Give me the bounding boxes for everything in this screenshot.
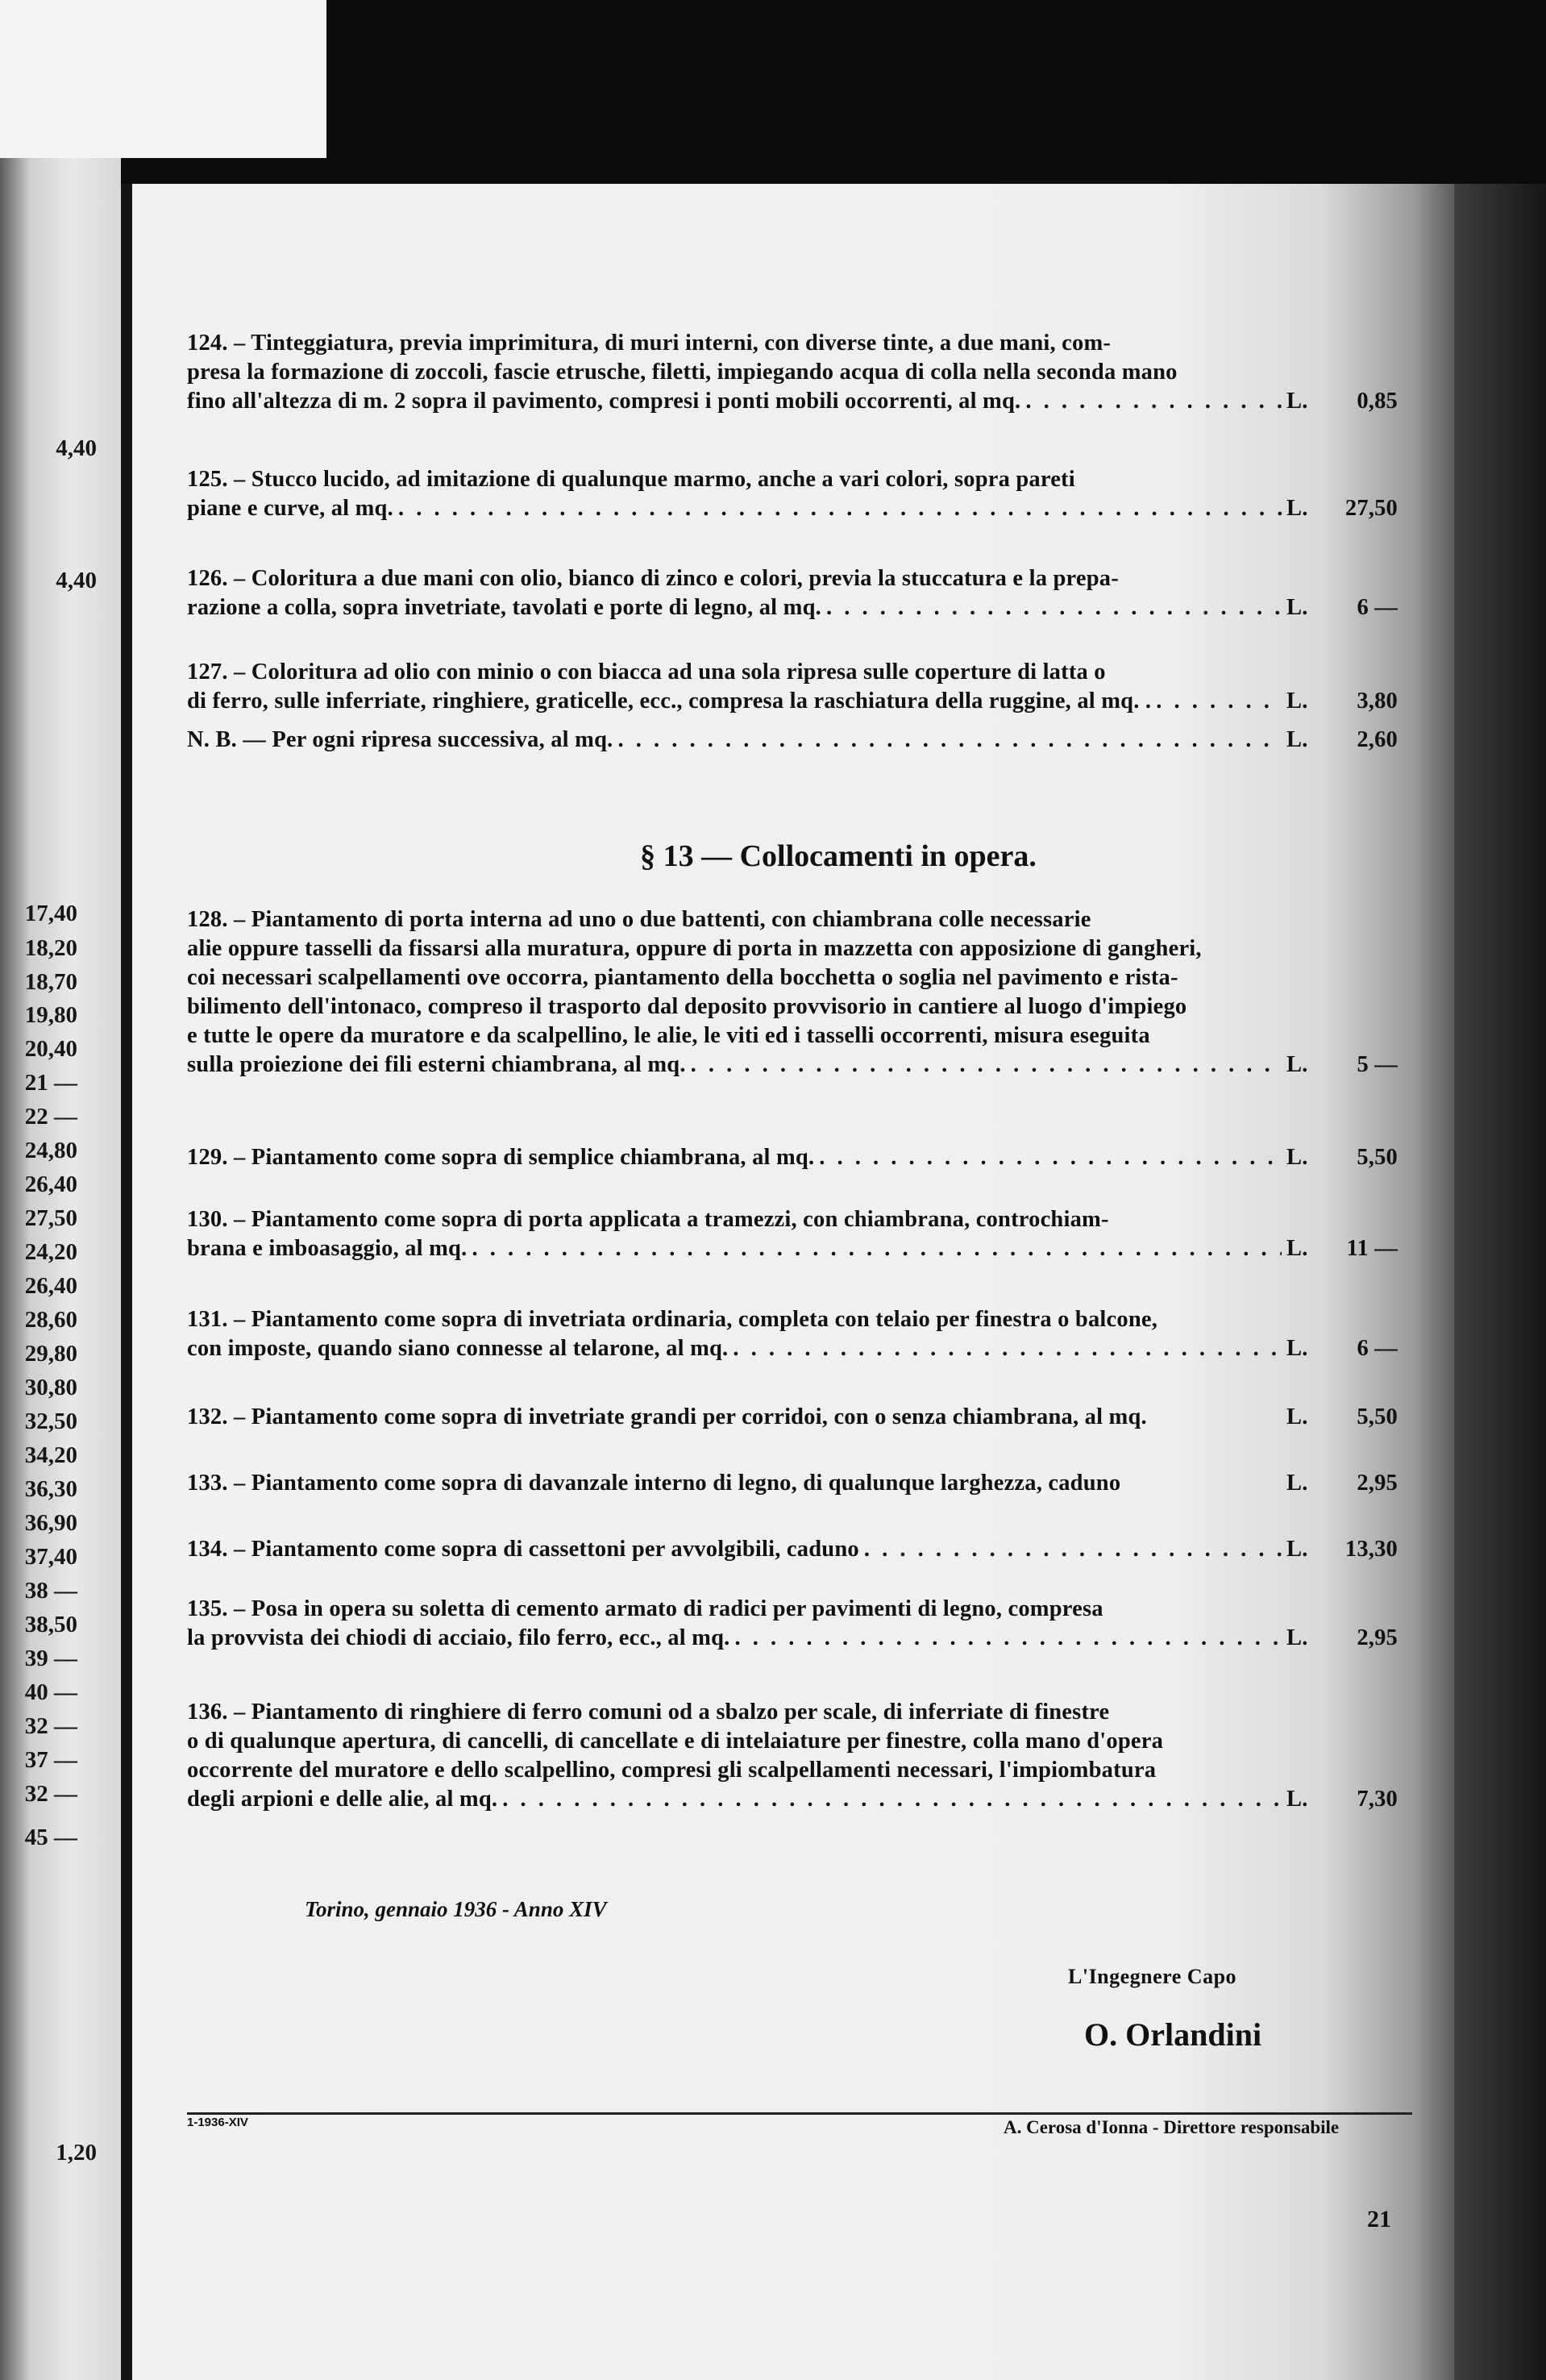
footer-publisher: A. Cerosa d'Ionna - Direttore responsabile bbox=[1004, 2117, 1340, 2137]
currency-label: L. bbox=[1286, 1145, 1308, 1170]
entry-last-line: 129. – Piantamento come sopra di semplice chiambrana, al mq. bbox=[187, 1145, 815, 1170]
left-column-value: 28,60 bbox=[24, 1307, 77, 1333]
price-value: 5 — bbox=[1357, 1052, 1398, 1077]
leader-dots bbox=[617, 726, 1282, 755]
price-value: 2,95 bbox=[1357, 1471, 1398, 1496]
price-value: 2,95 bbox=[1357, 1625, 1398, 1650]
signature-title: L'Ingegnere Capo bbox=[1068, 1965, 1237, 1988]
currency-label: L. bbox=[1286, 1336, 1308, 1361]
left-column-value: 32 — bbox=[24, 1713, 77, 1739]
left-column-value: 18,20 bbox=[24, 935, 77, 961]
left-column-value: 17,40 bbox=[24, 901, 77, 926]
entry-last-line: piane e curve, al mq. bbox=[187, 496, 393, 521]
scan-edge bbox=[1454, 184, 1546, 2380]
currency-label: L. bbox=[1286, 1787, 1308, 1812]
currency-label: L. bbox=[1286, 1471, 1308, 1496]
price-value: 2,60 bbox=[1357, 727, 1398, 752]
left-column-value: 29,80 bbox=[24, 1341, 77, 1367]
price-value: 6 — bbox=[1357, 595, 1398, 620]
left-column-value: 30,80 bbox=[24, 1375, 77, 1400]
page-spine bbox=[121, 184, 132, 2380]
entry-text-line: alie oppure tasselli da fissarsi alla muratura, oppure di porta in mazzetta con apposizione di gangheri, bbox=[187, 936, 1202, 961]
left-column-value: 24,20 bbox=[24, 1239, 77, 1265]
currency-label: L. bbox=[1286, 1236, 1308, 1261]
left-column-value: 1,20 bbox=[56, 2140, 97, 2166]
left-column-value: 37 — bbox=[24, 1747, 77, 1773]
price-entry bbox=[187, 329, 1398, 416]
currency-label: L. bbox=[1286, 1537, 1308, 1562]
price-entry bbox=[187, 726, 1398, 755]
entry-text-line: 128. – Piantamento di porta interna ad uno o due battenti, con chiambrana colle necessarie bbox=[187, 907, 1091, 932]
entry-text-line: 136. – Piantamento di ringhiere di ferro comuni od a sbalzo per scale, di inferriate di finestre bbox=[187, 1700, 1110, 1725]
left-column-value: 20,40 bbox=[24, 1036, 77, 1062]
entry-text-line: 125. – Stucco lucido, ad imitazione di qualunque marmo, anche a vari colori, sopra pareti bbox=[187, 467, 1075, 492]
paper-scrap bbox=[0, 0, 326, 158]
price-entry bbox=[187, 905, 1398, 1080]
left-column-value: 36,90 bbox=[24, 1510, 77, 1536]
entry-last-line: sulla proiezione dei fili esterni chiambrana, al mq. bbox=[187, 1052, 686, 1077]
entry-text-line: 130. – Piantamento come sopra di porta applicata a tramezzi, con chiambrana, controchiam- bbox=[187, 1207, 1109, 1232]
footer-code: 1-1936-XIV bbox=[187, 2116, 248, 2129]
leader-dots bbox=[819, 1143, 1282, 1172]
left-column-value: 38 — bbox=[24, 1578, 77, 1604]
price-entry bbox=[187, 465, 1398, 523]
price-value: 13,30 bbox=[1344, 1537, 1398, 1562]
price-value: 6 — bbox=[1357, 1336, 1398, 1361]
price-entry bbox=[187, 1305, 1398, 1363]
price-entry bbox=[187, 1205, 1398, 1263]
currency-label: L. bbox=[1286, 1404, 1308, 1429]
currency-label: L. bbox=[1286, 1625, 1308, 1650]
left-column-value: 37,40 bbox=[24, 1544, 77, 1570]
entry-text-line: 131. – Piantamento come sopra di invetriata ordinaria, completa con telaio per finestra o balcone, bbox=[187, 1307, 1158, 1332]
price-entry bbox=[187, 658, 1398, 716]
entry-last-line: brana e imboasaggio, al mq. bbox=[187, 1236, 468, 1261]
entry-text-line: 126. – Coloritura a due mani con olio, bianco di zinco e colori, previa la stuccatura e la prepa- bbox=[187, 566, 1119, 591]
entry-text-line: coi necessari scalpellamenti ove occorra, piantamento della bocchetta o soglia nel pavimento e rista- bbox=[187, 965, 1178, 990]
left-column-value: 22 — bbox=[24, 1104, 77, 1130]
entry-last-line: con imposte, quando siano connesse al telarone, al mq. bbox=[187, 1336, 729, 1361]
entry-text-line: o di qualunque apertura, di cancelli, di cancellate e di intelaiature per finestre, colla mano d'opera bbox=[187, 1729, 1164, 1754]
entry-last-line: 134. – Piantamento come sopra di cassettoni per avvolgibili, caduno bbox=[187, 1537, 859, 1562]
left-column-value: 19,80 bbox=[24, 1002, 77, 1028]
price-value: 3,80 bbox=[1357, 689, 1398, 714]
signature-name: O. Orlandini bbox=[1084, 2016, 1262, 2053]
page-number: 21 bbox=[1367, 2206, 1391, 2232]
date-line: Torino, gennaio 1936 - Anno XIV bbox=[305, 1897, 607, 1921]
price-entry bbox=[187, 1535, 1398, 1564]
left-page-margin bbox=[0, 158, 121, 2380]
leader-dots bbox=[691, 1051, 1282, 1080]
section-heading: § 13 — Collocamenti in opera. bbox=[640, 839, 1037, 873]
price-entry bbox=[187, 1469, 1398, 1498]
leader-dots bbox=[864, 1535, 1282, 1564]
left-column-value: 24,80 bbox=[24, 1138, 77, 1163]
entry-last-line: la provvista dei chiodi di acciaio, filo ferro, ecc., al mq. bbox=[187, 1625, 730, 1650]
leader-dots bbox=[502, 1785, 1282, 1814]
leader-dots bbox=[735, 1624, 1282, 1653]
left-column-value: 39 — bbox=[24, 1646, 77, 1671]
price-entry bbox=[187, 564, 1398, 622]
left-column-value: 32 — bbox=[24, 1781, 77, 1807]
currency-label: L. bbox=[1286, 689, 1308, 714]
left-column-value: 36,30 bbox=[24, 1476, 77, 1502]
entry-text-line: bilimento dell'intonaco, compreso il trasporto dal deposito provvisorio in cantiere al luogo d'impiego bbox=[187, 994, 1187, 1019]
left-column-value: 18,70 bbox=[24, 969, 77, 995]
price-value: 7,30 bbox=[1357, 1787, 1398, 1812]
left-column-value: 40 — bbox=[24, 1679, 77, 1705]
entry-text-line: 127. – Coloritura ad olio con minio o con biacca ad una sola ripresa sulle coperture di latta o bbox=[187, 659, 1106, 684]
leader-dots bbox=[398, 494, 1282, 523]
price-value: 5,50 bbox=[1357, 1145, 1398, 1170]
price-entry bbox=[187, 1595, 1398, 1653]
left-column-value: 27,50 bbox=[24, 1205, 77, 1231]
entry-last-line: di ferro, sulle inferriate, ringhiere, graticelle, ecc., compresa la raschiatura della ruggine, al mq. . bbox=[187, 689, 1152, 714]
currency-label: L. bbox=[1286, 727, 1308, 752]
left-column-value: 32,50 bbox=[24, 1408, 77, 1434]
currency-label: L. bbox=[1286, 595, 1308, 620]
left-column-value: 26,40 bbox=[24, 1273, 77, 1299]
price-entry bbox=[187, 1143, 1398, 1172]
left-column-value: 4,40 bbox=[56, 568, 97, 593]
currency-label: L. bbox=[1286, 1052, 1308, 1077]
currency-label: L. bbox=[1286, 496, 1308, 521]
entry-last-line: razione a colla, sopra invetriate, tavolati e porte di legno, al mq. bbox=[187, 595, 821, 620]
entry-text-line: 135. – Posa in opera su soletta di cemento armato di radici per pavimenti di legno, compresa bbox=[187, 1596, 1103, 1621]
entry-last-line: 133. – Piantamento come sopra di davanzale interno di legno, di qualunque larghezza, caduno bbox=[187, 1471, 1121, 1496]
leader-dots bbox=[1025, 387, 1282, 416]
left-column-value: 34,20 bbox=[24, 1442, 77, 1468]
entry-text-line: 124. – Tinteggiatura, previa imprimitura, di muri interni, con diverse tinte, a due mani, com- bbox=[187, 331, 1112, 356]
entry-last-line: N. B. — Per ogni ripresa successiva, al mq. bbox=[187, 727, 613, 752]
entry-text-line: occorrente del muratore e dello scalpellino, compresi gli scalpellamenti necessari, l'impiombatura bbox=[187, 1758, 1157, 1783]
price-entry bbox=[187, 1403, 1398, 1432]
entry-text-line: e tutte le opere da muratore e da scalpellino, le alie, le viti ed i tasselli occorrenti, misura eseguita bbox=[187, 1023, 1150, 1048]
leader-dots bbox=[826, 593, 1282, 622]
left-column-value: 45 — bbox=[24, 1825, 77, 1850]
price-value: 5,50 bbox=[1357, 1404, 1398, 1429]
price-value: 27,50 bbox=[1344, 496, 1398, 521]
left-column-value: 21 — bbox=[24, 1070, 77, 1096]
leader-dots bbox=[733, 1334, 1282, 1363]
entry-last-line: 132. – Piantamento come sopra di invetriate grandi per corridoi, con o senza chiambrana, al mq. bbox=[187, 1404, 1147, 1429]
currency-label: L. bbox=[1286, 389, 1308, 414]
left-column-value: 26,40 bbox=[24, 1171, 77, 1197]
price-entry bbox=[187, 1698, 1398, 1814]
left-column-value: 38,50 bbox=[24, 1612, 77, 1637]
price-value: 11 — bbox=[1346, 1236, 1398, 1261]
leader-dots bbox=[1156, 687, 1282, 716]
entry-text-line: presa la formazione di zoccoli, fascie etrusche, filetti, impiegando acqua di colla nella seconda mano bbox=[187, 360, 1178, 385]
left-column-value: 4,40 bbox=[56, 435, 97, 461]
leader-dots bbox=[472, 1234, 1282, 1263]
footer-rule bbox=[187, 2112, 1412, 2115]
price-value: 0,85 bbox=[1357, 389, 1398, 414]
entry-last-line: fino all'altezza di m. 2 sopra il pavimento, compresi i ponti mobili occorrenti, al mq. bbox=[187, 389, 1021, 414]
entry-last-line: degli arpioni e delle alie, al mq. bbox=[187, 1787, 498, 1812]
